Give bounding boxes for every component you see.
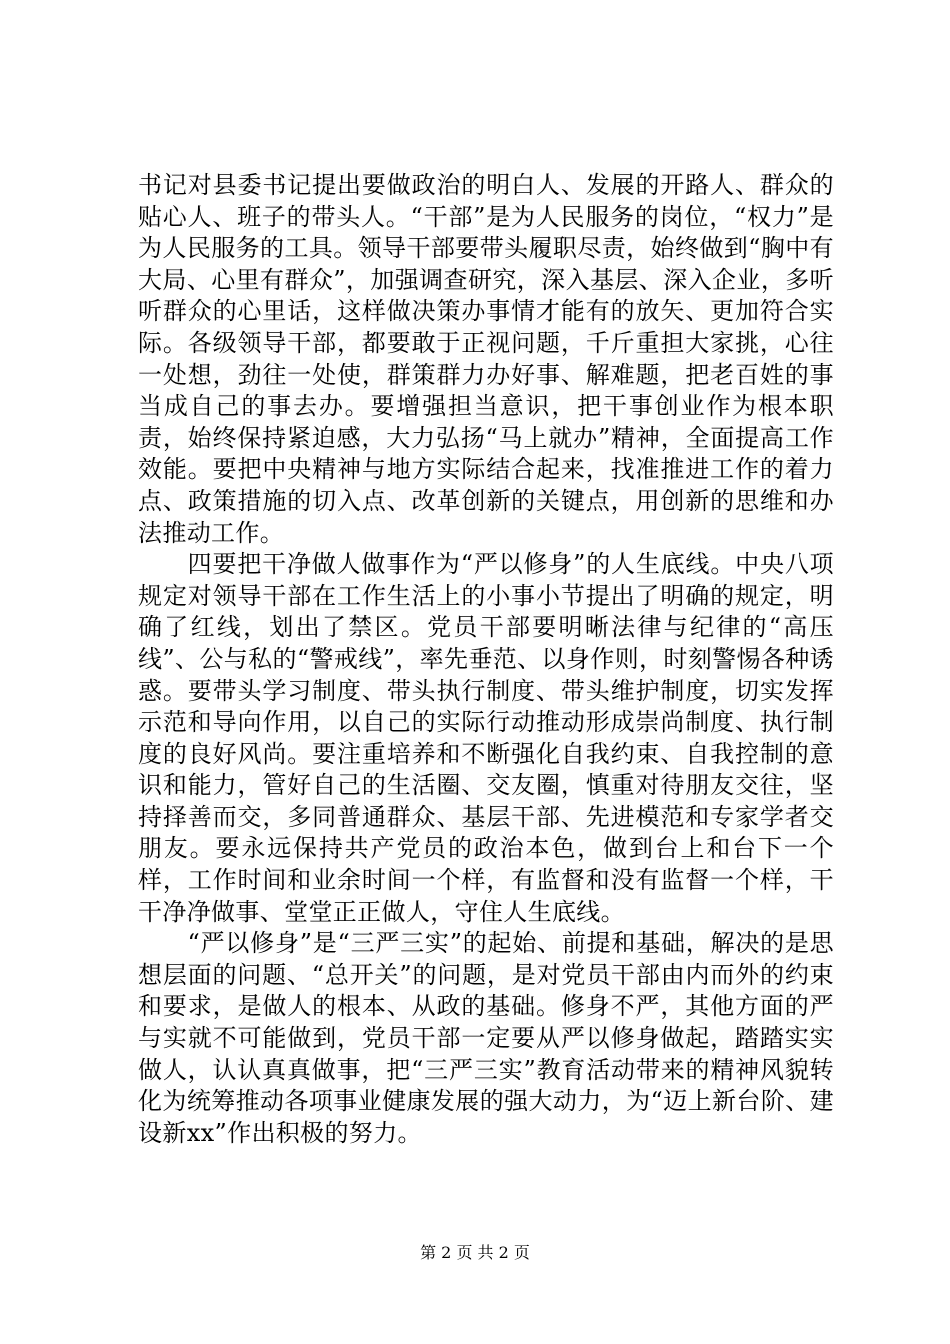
paragraph-3: “严以修身”是“三严三实”的起始、前提和基础，解决的是思想层面的问题、“总开关”的问题，是对党员干部由内而外的约束和要求，是做人的根本、从政的基础。修身不严，其他方面的严与实就不可能做到，党员干部一定要从严以修身做起，踏踏实实做人，认认真真做事，把“三严三实”教育活动带来的精神风貌转化为统筹推动各项事业健康发展的强大动力，为“迈上新台阶、建设新xx”作出积极的努力。 [138, 929, 834, 1147]
paragraph-1: 书记对县委书记提出要做政治的明白人、发展的开路人、群众的贴心人、班子的带头人。“干部”是为人民服务的岗位，“权力”是为人民服务的工具。领导干部要带头履职尽责，始终做到“胸中有大局、心里有群众”，加强调查研究，深入基层、深入企业，多听听群众的心里话，这样做决策办事情才能有的放矢、更加符合实际。各级领导干部，都要敢于正视问题，千斤重担大家挑，心往一处想，劲往一处使，群策群力办好事、解难题，把老百姓的事当成自己的事去办。要增强担当意识，把干事创业作为根本职责，始终保持紧迫感，大力弘扬“马上就办”精神，全面提高工作效能。要把中央精神与地方实际结合起来，找准推进工作的着力点、政策措施的切入点、改革创新的关键点，用创新的思维和办法推动工作。 [138, 171, 834, 547]
paragraph-2: 四要把干净做人做事作为“严以修身”的人生底线。中央八项规定对领导干部在工作生活上的小事小节提出了明确的规定，明确了红线，划出了禁区。党员干部要明晰法律与纪律的“高压线”、公与私的“警戒线”，率先垂范、以身作则，时刻警惕各种诱惑。要带头学习制度、带头执行制度、带头维护制度，切实发挥示范和导向作用，以自己的实际行动推动形成崇尚制度、执行制度的良好风尚。要注重培养和不断强化自我约束、自我控制的意识和能力，管好自己的生活圈、交友圈，慎重对待朋友交往，坚持择善而交，多同普通群众、基层干部、先进模范和专家学者交朋友。要永远保持共产党员的政治本色，做到台上和台下一个样，工作时间和业余时间一个样，有监督和没有监督一个样，干干净净做事、堂堂正正做人，守住人生底线。 [138, 550, 834, 926]
document-body [138, 170, 834, 1149]
page-footer: 第 2 页 共 2 页 [420, 1243, 530, 1262]
